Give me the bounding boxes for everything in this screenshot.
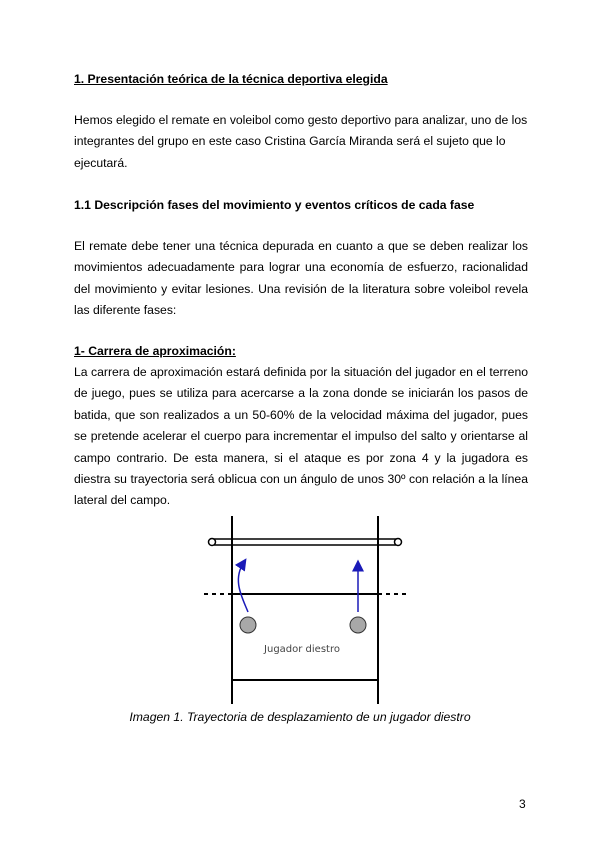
figure-caption: Imagen 1. Trayectoria de desplazamiento de un jugador diestro	[129, 710, 471, 724]
approach-run-paragraph: La carrera de aproximación estará definida por la situación del jugador en el terreno de juego, pues se utiliza para acercarse a la zona donde se iniciarán los pasos de batida, que son realizados a un 50-60% de la velocidad máxima del jugador, pues se pretende acelerar el cuerpo para incrementar el impulso del salto y orientarse al campo contrario. De esta manera, si el ataque es por zona 4 y la jugadora es diestra su trayectoria será oblicua con un ángulo de unos 30º con relación a la línea lateral del campo.	[74, 365, 528, 508]
player-left	[240, 617, 256, 633]
page-number: 3	[519, 797, 526, 811]
court-label: Jugador diestro	[264, 644, 340, 655]
court-diagram	[202, 512, 407, 707]
oblique-trajectory-arrow	[238, 562, 248, 612]
right-net-post	[395, 539, 402, 546]
court-diagram-svg	[202, 512, 407, 707]
approach-run-heading: 1- Carrera de aproximación:	[74, 344, 236, 358]
section-heading-1-1: 1.1 Descripción fases del movimiento y eventos críticos de cada fase	[74, 198, 475, 212]
intro-paragraph: Hemos elegido el remate en voleibol como gesto deportivo para analizar, uno de los integrantes del grupo en este caso Cristina García Miranda será el sujeto que lo ejecutará.	[74, 113, 528, 170]
left-net-post	[209, 539, 216, 546]
section-heading-1: 1. Presentación teórica de la técnica deportiva elegida	[74, 72, 388, 86]
player-right	[350, 617, 366, 633]
phases-paragraph: El remate debe tener una técnica depurada en cuanto a que se deben realizar los movimientos adecuadamente para lograr una economía de esfuerzo, racionalidad del movimiento y evitar lesiones. Una revisión de la literatura sobre voleibol revela las diferente fases:	[74, 239, 528, 318]
